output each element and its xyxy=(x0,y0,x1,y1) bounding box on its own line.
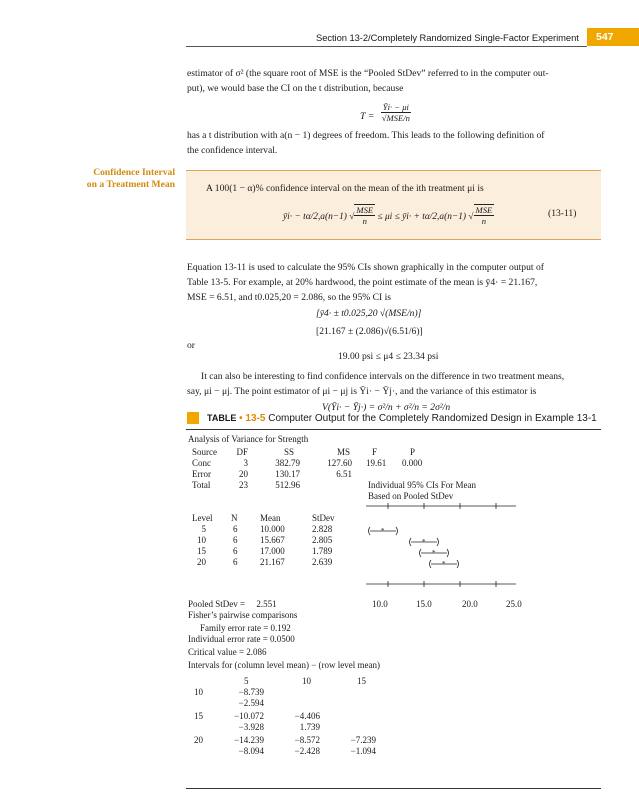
body-p1-line-1: Equation 13-11 is used to calculate the 95% CIs shown graphically in the computer output of xyxy=(187,262,544,273)
running-head: Section 13-2/Completely Randomized Single-Factor Experiment xyxy=(316,32,579,43)
ci-calc-line-2: [21.167 ± (2.086)√(6.51/6)] xyxy=(316,326,423,337)
anova-header-f: F xyxy=(372,447,378,457)
level-row-1-stdev: 2.828 xyxy=(312,524,333,534)
level-row-4-level: 20 xyxy=(197,557,206,567)
interval-20-5-high: −8.094 xyxy=(238,746,264,756)
header-rule xyxy=(186,46,587,47)
level-row-3-mean: 17.000 xyxy=(260,546,285,556)
ci-frac-den-2: n xyxy=(481,216,487,226)
anova-row-conc-ms: 127.60 xyxy=(327,458,352,468)
individual-error-rate: Individual error rate = 0.0500 xyxy=(188,634,295,644)
level-row-2-stdev: 2.805 xyxy=(312,535,333,545)
interval-20-15-high: −1.094 xyxy=(350,746,376,756)
level-row-2-n: 6 xyxy=(233,535,238,545)
ci-definition-text: A 100(1 − α)% confidence interval on the mean of the ith treatment μi is xyxy=(206,183,484,194)
anova-row-error-ms: 6.51 xyxy=(336,469,352,479)
margin-note-line-1: Confidence Interval xyxy=(93,167,175,178)
axis-tick-10: 10.0 xyxy=(372,599,388,609)
ci-eq-mid: ≤ μi ≤ ȳi· + tα/2,a(n−1) xyxy=(377,212,467,223)
interval-20-5-low: −14.239 xyxy=(234,735,264,745)
table-label: TABLE xyxy=(207,413,237,423)
table-title: Computer Output for the Completely Randomized Design in Example 13-1 xyxy=(268,413,597,424)
anova-row-conc-p: 0.000 xyxy=(402,458,423,468)
interval-15-5-low: −10.072 xyxy=(234,711,264,721)
interval-15-10-high: 1.739 xyxy=(299,722,320,732)
ci-interval-5-right xyxy=(396,527,398,535)
anova-row-total-source: Total xyxy=(192,480,211,490)
fisher-label: Fisher’s pairwise comparisons xyxy=(188,610,298,620)
ci-interval-plot xyxy=(366,520,522,592)
axis-tick-25: 25.0 xyxy=(506,599,522,609)
level-header-mean: Mean xyxy=(260,513,281,523)
body-p2-line-2: say, μi − μj. The point estimator of μi − μj is Ȳi· − Ȳj·, and the variance of this estimator is xyxy=(187,386,537,397)
table-caption xyxy=(207,413,597,424)
ci-equation: ȳi· − tα/2,a(n−1) √ $\frac{\text{MSE}}{n}$ ≤ μi ≤ ȳi· + tα/2,a(n−1) √ $\frac{\text{MSE}}{n}$ xyxy=(283,205,493,226)
anova-header-ss: SS xyxy=(283,447,294,457)
intro-line-4: the confidence interval. xyxy=(187,145,278,156)
level-header-stdev: StDev xyxy=(312,513,335,523)
anova-row-conc-source: Conc xyxy=(192,458,211,468)
or-label: or xyxy=(187,340,195,351)
ci-mean-marker-15: * xyxy=(432,549,436,557)
ci-frac-num-2: MSE xyxy=(475,205,493,215)
level-row-4-mean: 21.167 xyxy=(260,557,285,567)
interval-15-5-high: −3.928 xyxy=(238,722,264,732)
interval-10-5-low: −8.739 xyxy=(238,687,264,697)
anova-row-conc-ss: 382.79 xyxy=(275,458,300,468)
anova-row-error-df: 20 xyxy=(239,469,248,479)
level-row-3-n: 6 xyxy=(233,546,238,556)
anova-header-p: P xyxy=(410,447,416,457)
level-row-3-stdev: 1.789 xyxy=(312,546,333,556)
level-row-2-mean: 15.667 xyxy=(260,535,285,545)
level-row-4-stdev: 2.639 xyxy=(312,557,333,567)
margin-note xyxy=(60,167,175,191)
level-row-2-level: 10 xyxy=(197,535,206,545)
interval-20-15-low: −7.239 xyxy=(350,735,376,745)
intro-line-3: has a t distribution with a(n − 1) degrees of freedom. This leads to the following definition of xyxy=(187,130,545,141)
level-row-1-mean: 10.000 xyxy=(260,524,285,534)
ci-mean-marker-10: * xyxy=(422,538,426,546)
pooled-stdev: Pooled StDev = 2.551 xyxy=(188,599,277,609)
equation-number: (13-11) xyxy=(548,208,577,219)
interval-10-5-high: −2.594 xyxy=(238,698,264,708)
interval-row-15-label: 15 xyxy=(194,711,203,721)
table-number: 13-5 xyxy=(245,413,266,424)
t-equation-numerator: Ȳi· − μi xyxy=(382,102,409,112)
interval-20-10-high: −2.428 xyxy=(294,746,320,756)
interval-20-10-low: −8.572 xyxy=(294,735,320,745)
family-error-rate: Family error rate = 0.192 xyxy=(200,623,291,633)
anova-header-ms: MS xyxy=(336,447,350,457)
interval-row-20-label: 20 xyxy=(194,735,203,745)
t-equation-lhs: T = xyxy=(360,110,375,122)
anova-row-total-df: 23 xyxy=(239,480,248,490)
anova-title: Analysis of Variance for Strength xyxy=(188,434,309,444)
body-p2-line-1: It can also be interesting to find confidence intervals on the difference in two treatment means, xyxy=(201,371,565,382)
level-header-level: Level xyxy=(192,513,213,523)
ci-frac-den-1: n xyxy=(362,216,367,226)
level-row-1-n: 6 xyxy=(233,524,238,534)
t-equation-denominator: √MSE/n xyxy=(381,113,410,123)
interval-col-15: 15 xyxy=(357,676,366,686)
t-equation xyxy=(360,102,411,123)
critical-value: Critical value = 2.086 xyxy=(188,647,267,657)
intro-line-1: estimator of σ² (the square root of MSE is the “Pooled StDev” referred to in the computer out- xyxy=(187,68,549,79)
ci-mean-marker-20: * xyxy=(442,560,446,568)
level-row-4-n: 6 xyxy=(233,557,238,567)
anova-row-conc-df: 3 xyxy=(243,458,248,468)
anova-row-error-ss: 130.17 xyxy=(275,469,300,479)
interval-row-10-label: 10 xyxy=(194,687,203,697)
body-p1-line-2: Table 13-5. For example, at 20% hardwood, the point estimate of the mean is ȳ4· = 21.167, xyxy=(187,277,538,288)
anova-header-df: DF xyxy=(236,447,248,457)
interval-15-10-low: −4.406 xyxy=(294,711,320,721)
ci-result: 19.00 psi ≤ μ4 ≤ 23.34 psi xyxy=(338,351,439,362)
anova-header-source: Source xyxy=(192,447,217,457)
ci-frac-num-1: MSE xyxy=(356,205,374,215)
ci-interval-5-left xyxy=(369,527,371,535)
table-marker xyxy=(187,412,199,424)
intervals-title: Intervals for (column level mean) − (row level mean) xyxy=(188,660,380,670)
axis-tick-20: 20.0 xyxy=(462,599,478,609)
variance-equation: V(Ȳi· − Ȳj·) = σ²/n + σ²/n = 2σ²/n xyxy=(322,402,456,413)
ci-eq-left: ȳi· − tα/2,a(n−1) xyxy=(283,212,347,223)
table-rule-bottom xyxy=(186,788,601,789)
ci-calc-line-1: [ȳ4· ± t0.025,20 √(MSE/n)] xyxy=(316,308,422,319)
anova-row-error-source: Error xyxy=(192,469,211,479)
body-p1-line-3: MSE = 6.51, and t0.025,20 = 2.086, so the 95% CI is xyxy=(187,292,392,303)
axis-tick-15: 15.0 xyxy=(416,599,432,609)
ci-heading-1: Individual 95% CIs For Mean xyxy=(368,480,476,490)
anova-row-total-ss: 512.96 xyxy=(275,480,300,490)
anova-row-conc-f: 19.61 xyxy=(366,458,387,468)
ci-mean-marker-5: * xyxy=(381,527,385,535)
interval-col-5: 5 xyxy=(244,676,249,686)
table-bullet: • xyxy=(239,413,243,424)
ci-top-axis xyxy=(366,501,522,511)
level-row-1-level: 5 xyxy=(201,524,206,534)
level-row-3-level: 15 xyxy=(197,546,206,556)
intro-line-2: put), we would base the CI on the t distribution, because xyxy=(187,83,404,94)
interval-col-10: 10 xyxy=(302,676,311,686)
level-header-n: N xyxy=(231,513,238,523)
ci-heading-2: Based on Pooled StDev xyxy=(368,491,454,501)
table-rule-top xyxy=(186,429,601,430)
margin-note-line-2: on a Treatment Mean xyxy=(86,179,175,190)
page-number: 547 xyxy=(587,28,639,46)
